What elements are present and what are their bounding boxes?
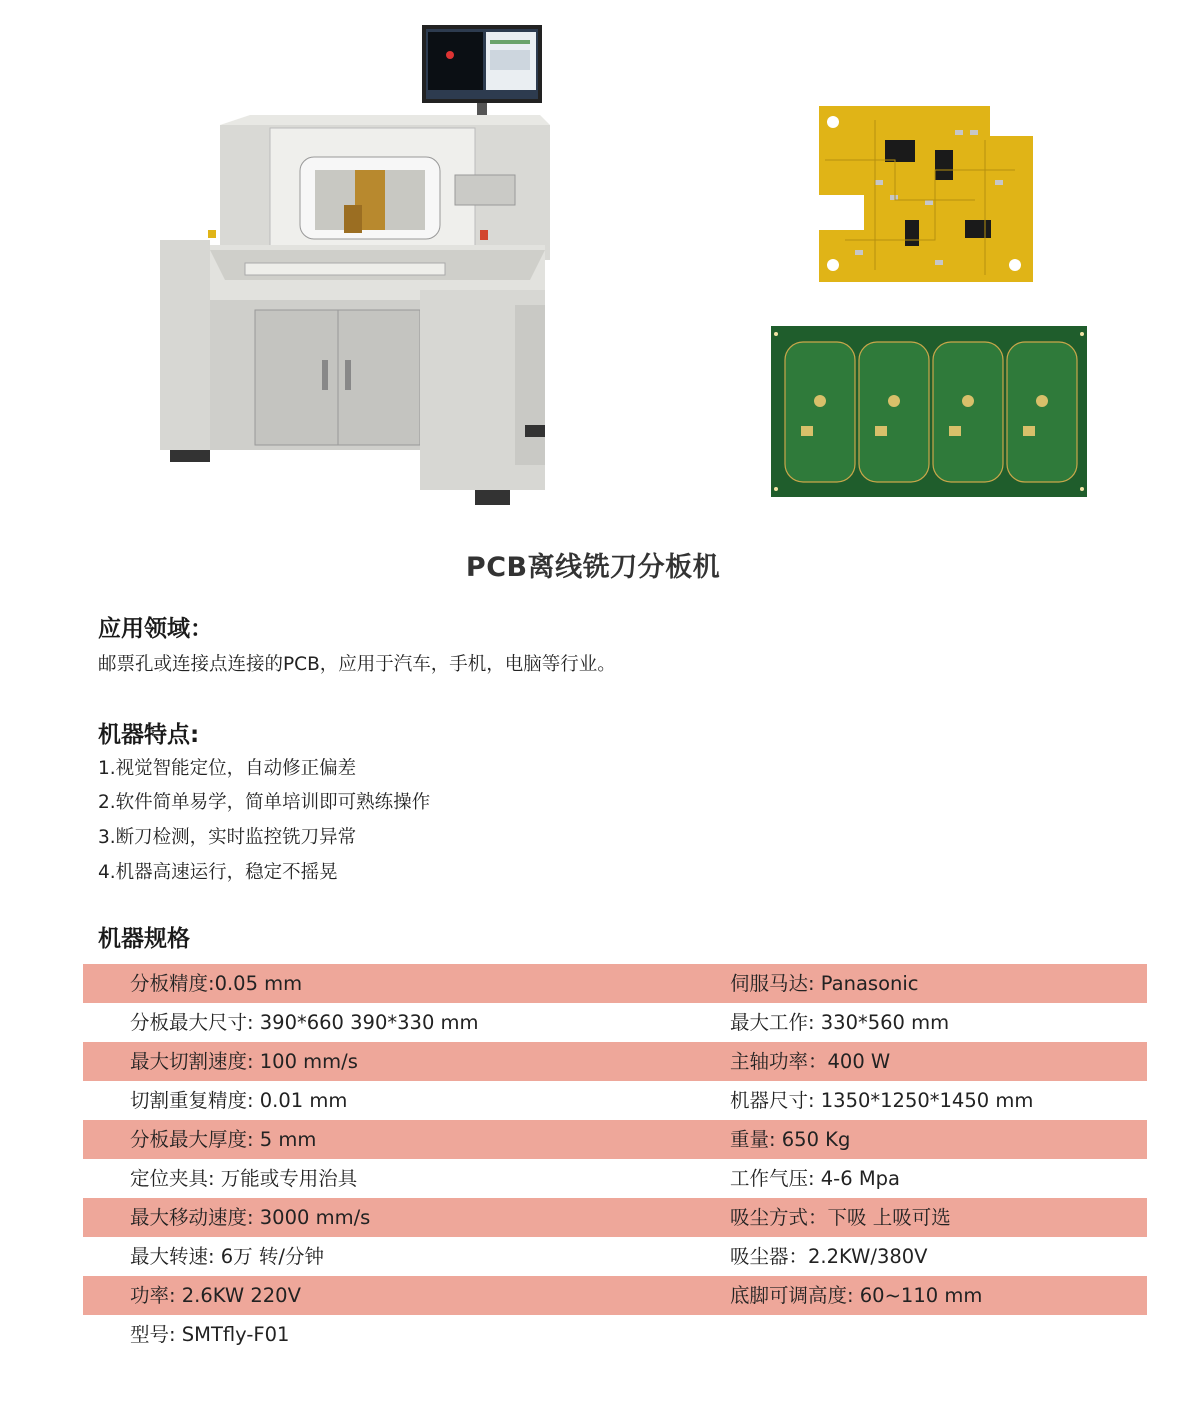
spec-row [83, 1159, 1147, 1198]
spec-row [83, 1237, 1147, 1276]
yellow-pcb-image [815, 100, 1037, 288]
spec-right: 伺服马达: Panasonic [730, 972, 919, 995]
spec-right: 最大工作: 330*560 mm [730, 1011, 950, 1034]
spec-right: 主轴功率：400 W [730, 1050, 891, 1073]
spec-right: 工作气压: 4-6 Mpa [730, 1167, 900, 1190]
feature-item: 3.断刀检测，实时监控铣刀异常 [98, 827, 357, 848]
spec-left: 功率: 2.6KW 220V [130, 1284, 301, 1307]
spec-right: 底脚可调高度: 60~110 mm [730, 1284, 983, 1307]
page-title: PCB离线铣刀分板机 [465, 552, 721, 583]
features-heading: 机器特点: [98, 722, 200, 748]
spec-row [83, 1315, 1147, 1354]
spec-right: 机器尺寸: 1350*1250*1450 mm [730, 1089, 1034, 1112]
spec-table [83, 964, 1147, 1354]
application-text: 邮票孔或连接点连接的PCB，应用于汽车，手机，电脑等行业。 [98, 654, 616, 675]
spec-right: 重量: 650 Kg [730, 1128, 851, 1151]
spec-left: 最大移动速度: 3000 mm/s [130, 1206, 371, 1229]
spec-left: 型号: SMTfly-F01 [130, 1323, 290, 1346]
spec-row [83, 1198, 1147, 1237]
spec-row [83, 964, 1147, 1003]
feature-item: 2.软件简单易学，简单培训即可熟练操作 [98, 792, 431, 813]
spec-row [83, 1120, 1147, 1159]
spec-row [83, 1003, 1147, 1042]
spec-left: 定位夹具: 万能或专用治具 [130, 1167, 358, 1190]
feature-item: 1.视觉智能定位，自动修正偏差 [98, 758, 357, 779]
green-pcb-image [771, 326, 1087, 497]
specs-heading: 机器规格 [98, 926, 190, 952]
spec-left: 分板精度:0.05 mm [130, 972, 303, 995]
spec-left: 最大切割速度: 100 mm/s [130, 1050, 358, 1073]
application-heading: 应用领域： [98, 616, 213, 642]
spec-row [83, 1081, 1147, 1120]
spec-left: 最大转速: 6万 转/分钟 [130, 1245, 324, 1268]
feature-item: 4.机器高速运行，稳定不摇晃 [98, 862, 338, 883]
spec-row [83, 1042, 1147, 1081]
spec-left: 分板最大厚度: 5 mm [130, 1128, 317, 1151]
machine-image [150, 20, 560, 515]
spec-left: 切割重复精度: 0.01 mm [130, 1089, 348, 1112]
spec-row [83, 1276, 1147, 1315]
spec-right: 吸尘方式：下吸 上吸可选 [730, 1206, 951, 1229]
spec-right: 吸尘器：2.2KW/380V [730, 1245, 928, 1268]
spec-left: 分板最大尺寸: 390*660 390*330 mm [130, 1011, 479, 1034]
